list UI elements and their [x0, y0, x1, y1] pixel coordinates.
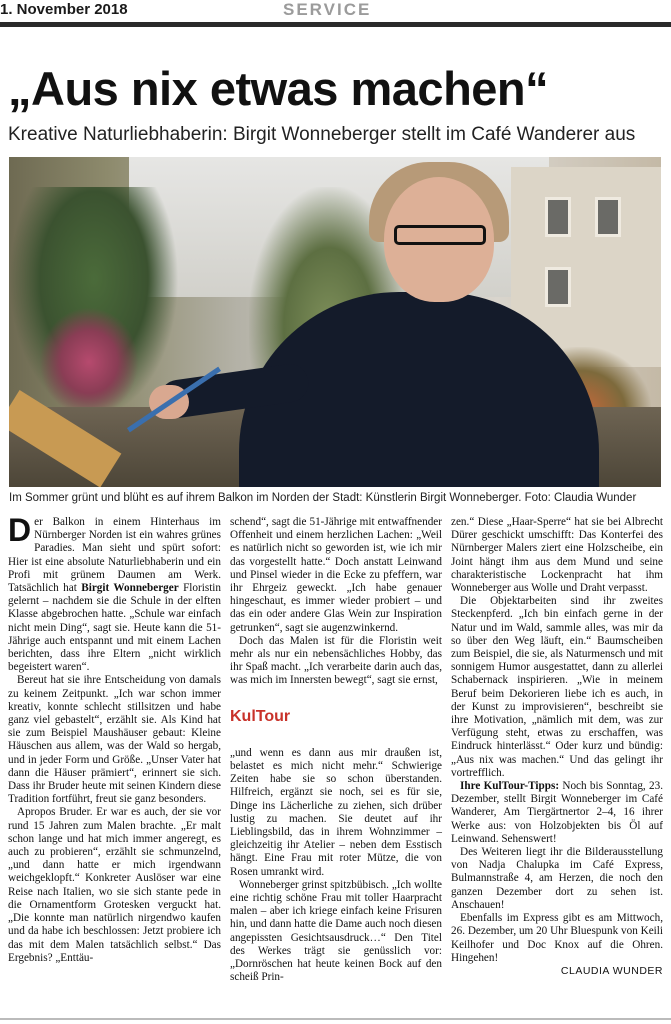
- section-label: SERVICE: [283, 0, 372, 19]
- kultour-logo: KulTour: [230, 707, 291, 725]
- article-column-2: schend“, sagt die 51-Jährige mit entwaffnender Offenheit und einem herzlichen Lachen: „Weil es natürlich nicht so geworden ist, wie ich mir das vorgestellt hatte.“ Doch anstatt Leinwand und Pinsel wieder in die Ecke zu pfeffern, war ihr Ehrgeiz geweckt. „Ich habe genauer hingeschaut, es immer wieder probiert – und das ein oder andere Glas Wein zur Inspiration getrunken“, sagt sie augenzwinkernd. Doch das Malen ist für die Floristin weit mehr als nur ein nebensächliches Hobby, das ihr Spaß macht. „Ich verarbeite darin auch das, was mich im Innersten bewegt“, sagt sie ernst, KulTour „und wenn es dann aus mir draußen ist, belastet es mich nicht mehr.“ Schwierige Zeiten habe sie so schon überstanden. Hilfreich, ergänzt sie noch, sei es für sie, Dinge ins Lächerliche zu ziehen, sich drüber lustig zu machen. Sie deutet auf ihr Lieblingsbild, das in ihrem Wohnzimmer – gleichzeitig ihr Atelier – neben dem Esstisch hängt. Eine Frau mit roter Mütze, die von Rosen umrankt wird. Wonneberger grinst spitzbübisch. „Ich wollte eine richtig schöne Frau mit toller Haarpracht malen – aber ich kriege einfach keine Frisuren hin, und dann hatte die Dame auch noch diesen angepissten Gesichtsausdruck…“ Den Titel des Werkes trägt sie genüsslich vor: „Dornröschen hat heute keinen Bock auf den scheiß Prin-: [230, 516, 442, 984]
- article-photo: [9, 157, 661, 487]
- article-column-1: Der Balkon in einem Hinterhaus im Nürnberger Norden ist ein wahres grünes Paradies. Man sieht und spürt sofort: Hier ist eine absolute Naturliebhaberin und ein Profi mit grünem Daumen am Werk. Tatsächlich hat Birgit Wonneberger Floristin gelernt – nachdem sie die Schule in der elften Klasse abgebrochen hatte. „Schule war einfach nicht mein Ding“, sagt sie. Heute kann die 51-Jährige auch entspannt und mit einem Lachen berichten, dass ihre Eltern „nicht wirklich begeistert waren“. Bereut hat sie ihre Entscheidung von damals zu keinem Zeitpunkt. „Ich war schon immer kreativ, konnte schlecht stillsitzen und habe ganz viel gebastelt“, erzählt sie. Als Kind hat sie zum Beispiel Maushäuser gebaut: Kleine Häuschen aus allem, was der Wald so hergab, und in jeder Form und Größe. „Unser Vater hat dann die Häuser prämiert“, erinnert sie sich. Dass ihr Bruder heute mit seinen Kindern diese Tradition fortführt, freut sie ganz besonders. Apropos Bruder. Er war es auch, der sie vor rund 15 Jahren zum Malen brachte. „Er malt schon lange und hat mich immer angeregt, es auch zu probieren“, erzählt sie schmunzelnd, „und dann hatte er mich irgendwann weichgeklopft.“ Konkreter Auslöser war eine Reise nach Italien, wo sie sich stante pede in die Ornamentform Grotesken verguckt hat. „Die konnte man natürlich nirgendwo kaufen und da habe ich beschlossen: Jetzt probiere ich das mit dem Malen tatsächlich selbst.“ Das Ergebnis? „Enttäu-: [8, 512, 222, 964]
- issue-date: 1. November 2018: [0, 1, 128, 18]
- article-column-3: zen.“ Diese „Haar-Sperre“ hat sie bei Albrecht Dürer geschickt umschifft: Das Konterfei des Nürnberger Malers ziert eine Holzscheibe, ein Joint hängt ihm aus dem Mund und seine charakteristische Lockenpracht hat ihm Wonneberger aus Wolle und Draht verpasst. Die Objektarbeiten sind ihr zweites Steckenpferd. „Ich bin einfach gerne in der Natur und im Wald, sammle alles, was mir da so über den Weg läuft, ein.“ Baumscheiben zum Beispiel, die sie, als Naturmensch und mit sonnigem Humor ausgestattet, dann zu allerlei Schabernack inspirieren. „Wie in meinem Beruf beim Dekorieren liebe ich es auch, in der Kunst zu improvisieren“, beschreibt sie ihre Motivation, „nämlich mit dem, was zur Verfügung steht, etwas zu erschaffen, was Eindruck hinterlässt.“ Oder kurz und bündig: „Aus nix was machen.“ Und das gelingt ihr vortrefflich. Ihre KulTour-Tipps: Noch bis Sonntag, 23. Dezember, stellt Birgit Wonneberger im Café Wanderer, Am Tiergärtnertor 2–4, 16 ihrer Werke aus: von Holzobjekten bis Öl auf Leinwand. Sehenswert! Des Weiteren liegt ihr die Bilderausstellung von Nadja Chalupka im Café Express, Bulmannstraße 4, am Herzen, die noch den ganzen Dezember dort zu sehen ist. Anschauen! Ebenfalls im Express gibt es am Mittwoch, 26. Dezember, um 20 Uhr Bluespunk von Keili Keilhofer und Doc Knox auf die Ohren. Hingehen! CLAUDIA WUNDER: [451, 516, 663, 977]
- subheadline: Kreative Naturliebhaberin: Birgit Wonneberger stellt im Café Wanderer aus: [8, 124, 636, 145]
- header-rule: [0, 22, 671, 27]
- drop-cap: D: [8, 512, 32, 548]
- artist-name: Birgit Wonneberger: [81, 582, 179, 595]
- headline: „Aus nix etwas machen“: [8, 62, 549, 115]
- photo-caption: Im Sommer grünt und blüht es auf ihrem Balkon im Norden der Stadt: Künstlerin Birgit Wonneberger. Foto: Claudia Wunder: [9, 492, 637, 504]
- author-byline: CLAUDIA WUNDER: [560, 964, 663, 977]
- bottom-rule: [0, 1018, 671, 1020]
- kultour-tips: Ihre KulTour-Tipps: Noch bis Sonntag, 23. Dezember, stellt Birgit Wonneberger im Café Wanderer, Am Tiergärtnertor 2–4, 16 ihrer Werke aus: von Holzobjekten bis Öl auf Leinwand. Sehenswert!: [451, 780, 663, 845]
